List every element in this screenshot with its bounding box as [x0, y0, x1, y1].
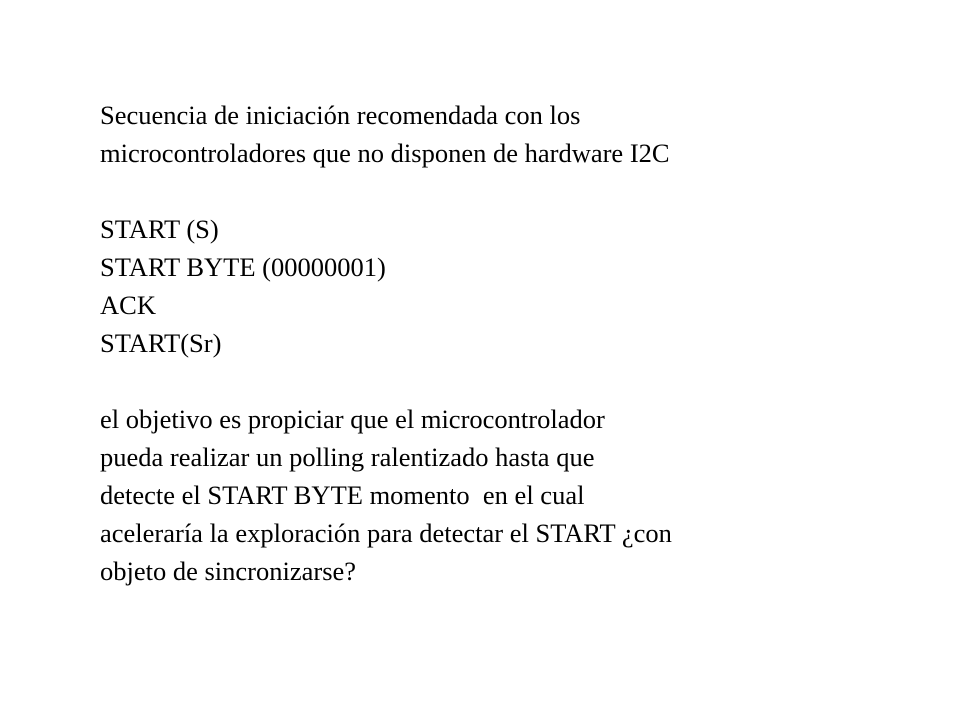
heading-line-1: Secuencia de iniciación recomendada con los: [100, 100, 581, 130]
sequence-step-start: START (S): [100, 214, 219, 244]
paragraph-spacer: [100, 362, 920, 400]
heading-line-2: microcontroladores que no disponen de hardware I2C: [100, 138, 670, 168]
sequence-step-start-byte: START BYTE (00000001): [100, 252, 386, 282]
explanation-line-4: aceleraría la exploración para detectar el START ¿con: [100, 518, 672, 548]
explanation-line-1: el objetivo es propiciar que el microcontrolador: [100, 404, 605, 434]
sequence-step-repeated-start: START(Sr): [100, 328, 222, 358]
paragraph-spacer: [100, 172, 920, 210]
slide-text-block: [100, 96, 920, 590]
explanation-line-2: pueda realizar un polling ralentizado hasta que: [100, 442, 595, 472]
explanation-line-3: detecte el START BYTE momento en el cual: [100, 480, 585, 510]
explanation-line-5: objeto de sincronizarse?: [100, 556, 357, 586]
sequence-step-ack: ACK: [100, 290, 156, 320]
